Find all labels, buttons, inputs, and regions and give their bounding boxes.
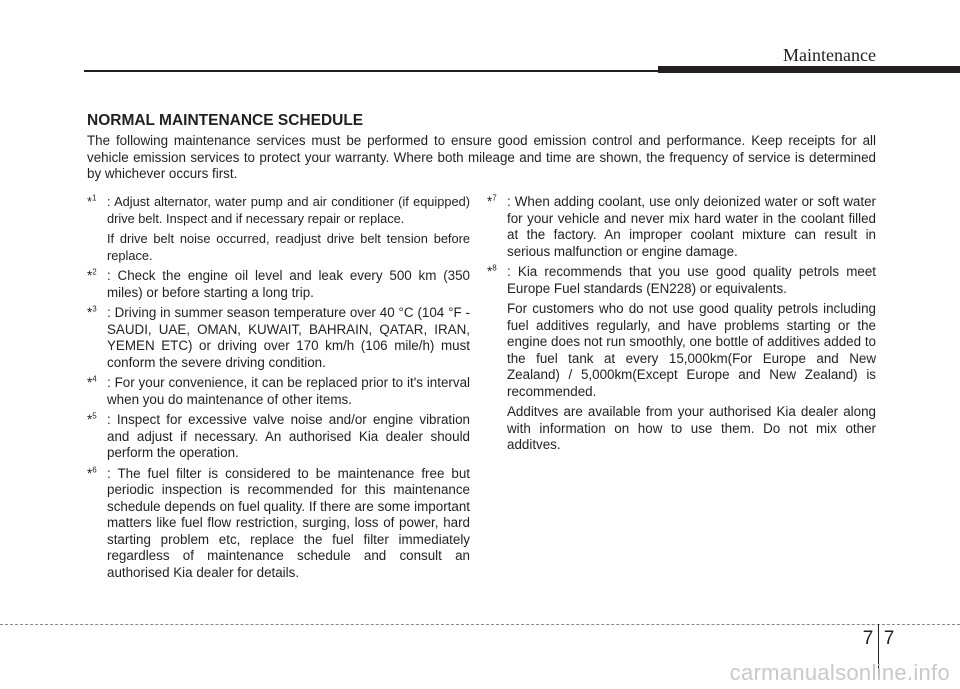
note-marker: *$^5$ (87, 411, 97, 427)
note-text: : Kia recommends that you use good quality petrols meet Europe Fuel standards (EN228) or equivalents. (507, 264, 876, 296)
page-number-page: 7 (878, 624, 899, 676)
note-text: : Adjust alternator, water pump and air conditioner (if equipped) drive belt. Inspect and if necessary repair or replace. (107, 194, 470, 226)
note-marker: *$^2$ (87, 267, 97, 283)
intro-paragraph: The following maintenance services must be performed to ensure good emission control and performance. Keep receipts for all vehicle emission services to protect your warranty. Where both mileage and time are shown, the frequency of service is determined by whichever occurs first. (87, 133, 876, 181)
note-text: : Check the engine oil level and leak every 500 km (350 miles) or before starting a long trip. (107, 268, 470, 300)
page-number-chapter: 7 (862, 628, 874, 649)
note-item (87, 268, 470, 301)
note-item (487, 264, 876, 454)
note-item (487, 194, 876, 260)
note-text: : For your convenience, it can be replaced prior to it's interval when you do maintenance of other items. (107, 375, 470, 407)
notes-column-left (87, 194, 470, 585)
watermark: carmanualsonline.info (729, 660, 950, 685)
note-text: : Inspect for excessive valve noise and/or engine vibration and adjust if necessary. An authorised Kia dealer should perform the operation. (107, 412, 470, 460)
note-text: : The fuel filter is considered to be maintenance free but periodic inspection is recommended for this maintenance schedule depends on fuel quality. If there are some important matters like fuel flow restriction, surging, loss of power, hard starting problem etc, replace the fuel filter immediately regardless of maintenance schedule and consult an authorised Kia dealer for details. (107, 465, 470, 580)
note-continuation: If drive belt noise occurred, readjust drive belt tension before replace. (107, 231, 470, 263)
note-item (87, 466, 470, 582)
note-item (87, 194, 470, 264)
note-item (87, 412, 470, 462)
note-marker: *$^1$ (87, 193, 97, 209)
note-marker: *$^8$ (487, 263, 497, 279)
footer-rule (0, 624, 960, 625)
note-text: : Driving in summer season temperature over 40 °C (104 °F - SAUDI, UAE, OMAN, KUWAIT, BAHRAIN, QATAR, IRAN, YEMEN ETC) or driving over 170 km/h (106 mile/h) must conform the severe driving condition. (107, 305, 470, 370)
note-text: : When adding coolant, use only deionized water or soft water for your vehicle and never mix hard water in the coolant filled at the factory. An improper coolant mixture can result in serious malfunction or engine damage. (507, 194, 876, 259)
note-item (87, 375, 470, 408)
note-continuation: For customers who do not use good quality petrols including fuel additives regularly, and have problems starting or the engine does not run smoothly, one bottle of additives added to the fuel tank at every 15,000km(For Europe and New Zealand) / 5,000km(Except Europe and New Zealand) is recommended. (507, 301, 876, 399)
note-marker: *$^7$ (487, 193, 497, 209)
header-rule-accent (658, 66, 960, 73)
note-continuation: Additves are available from your authorised Kia dealer along with information on how to use them. Do not mix other additves. (507, 404, 876, 452)
note-marker: *$^4$ (87, 374, 97, 390)
notes-column-right (487, 194, 876, 458)
section-heading: NORMAL MAINTENANCE SCHEDULE (87, 112, 364, 129)
header-section-title: Maintenance (783, 45, 876, 65)
note-marker: *$^3$ (87, 304, 97, 320)
note-marker: *$^6$ (87, 465, 97, 481)
note-item (87, 305, 470, 371)
